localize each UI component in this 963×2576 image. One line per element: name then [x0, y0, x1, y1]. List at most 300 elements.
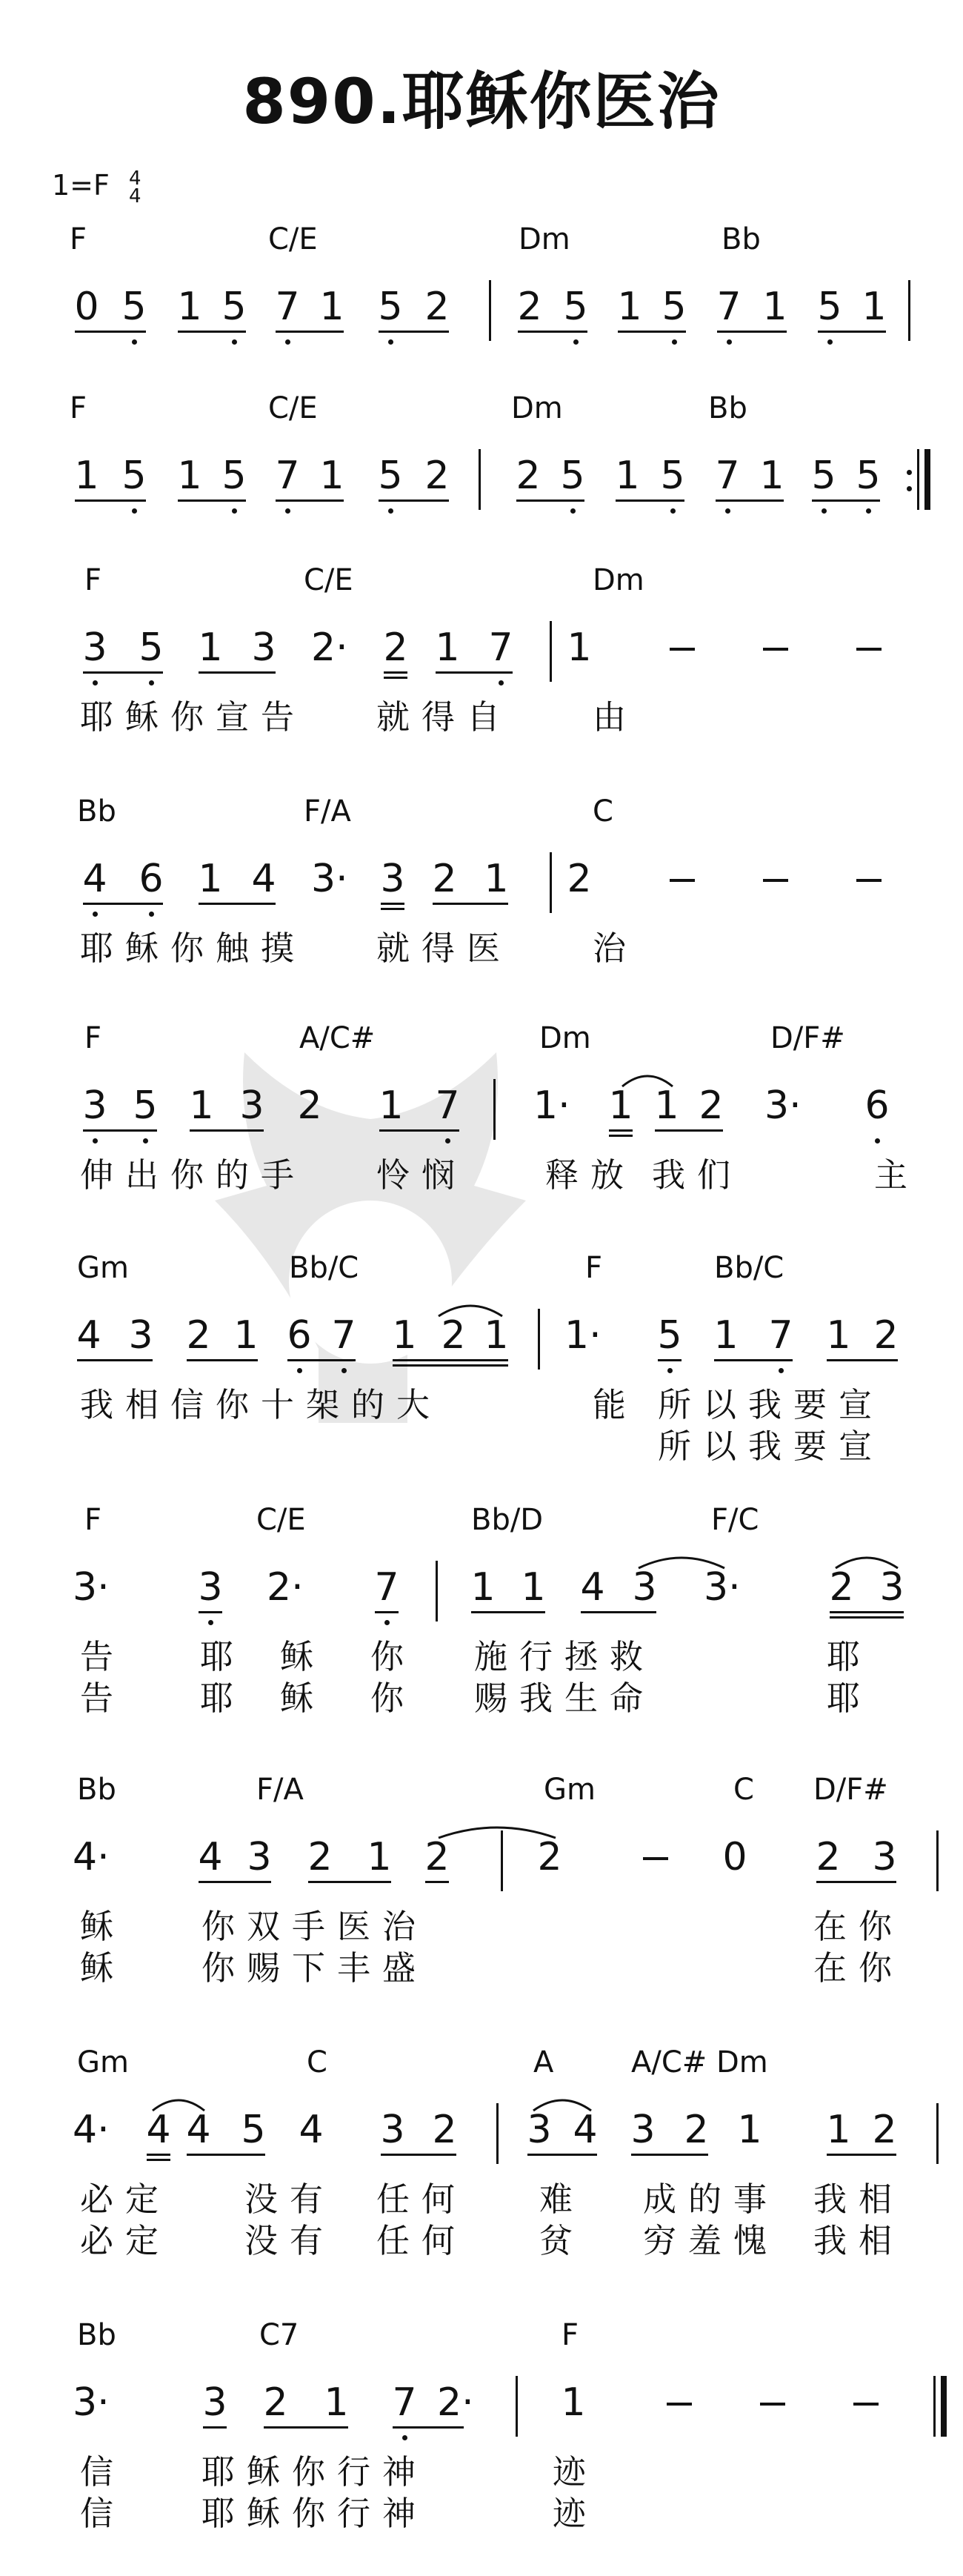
low-octave-dot	[822, 508, 827, 514]
low-octave-dot	[93, 1138, 98, 1143]
low-octave-dot	[132, 508, 137, 514]
bar-line	[479, 449, 481, 510]
note: 1	[713, 1313, 739, 1358]
bar-line	[496, 2103, 499, 2164]
note: 4	[580, 1565, 605, 1610]
beam-line	[812, 499, 880, 502]
note: 2	[307, 1835, 333, 1879]
low-octave-dot	[779, 1368, 784, 1373]
note: 3·	[73, 1565, 110, 1610]
note: 5	[817, 285, 842, 329]
note: 2	[816, 1835, 841, 1879]
note: 1	[567, 625, 592, 670]
note: 3	[251, 625, 276, 670]
note: 3	[239, 1083, 264, 1128]
beam-line	[178, 499, 246, 502]
note: 5	[378, 285, 403, 329]
note: 2	[441, 1313, 466, 1358]
beam-line	[714, 1359, 793, 1361]
chord-symbol: D/F#	[813, 1773, 888, 1807]
chord-symbol: Bb/C	[289, 1251, 359, 1285]
sustain-dash	[853, 2403, 879, 2406]
sustain-dash	[643, 1857, 668, 1860]
lyric-line-2: 所以我要宣	[658, 1427, 884, 1466]
note: 4·	[73, 1835, 110, 1879]
lyric-line-1: 我们	[652, 1155, 743, 1195]
low-octave-dot	[285, 508, 290, 514]
lyric-line-2: 信	[80, 2494, 126, 2533]
note: 2	[537, 1835, 562, 1879]
beam-line	[379, 499, 449, 502]
chord-symbol: C/E	[268, 222, 318, 256]
note: 1	[862, 285, 887, 329]
beam-line	[655, 1129, 723, 1132]
note: 1	[654, 1083, 679, 1128]
note: 1·	[533, 1083, 570, 1128]
key-label: 1=F	[52, 169, 110, 202]
beam-line	[381, 903, 404, 905]
chord-symbol: C7	[259, 2318, 299, 2352]
note: 2	[432, 2108, 457, 2152]
note: 1	[826, 2108, 851, 2152]
note: 2	[517, 285, 542, 329]
lyric-line-1: 怜悯	[376, 1155, 467, 1195]
beam-line	[187, 2154, 265, 2156]
tie-arc	[834, 1552, 899, 1570]
note: 3	[632, 1565, 657, 1610]
song-title: 890.耶稣你医治	[242, 65, 721, 138]
beam-line	[618, 331, 686, 333]
note: 1	[367, 1835, 392, 1879]
chord-symbol: C	[307, 2045, 327, 2079]
note: 1	[198, 625, 223, 670]
tie-arc	[437, 1822, 557, 1839]
beam-line	[75, 499, 146, 502]
low-octave-dot	[445, 1138, 450, 1143]
chord-symbol: Gm	[544, 1773, 596, 1807]
lyric-line-1: 告	[80, 1637, 126, 1676]
chord-symbol: Dm	[539, 1021, 591, 1055]
tie-arc	[637, 1552, 726, 1570]
note: 3	[82, 625, 107, 670]
sustain-dash	[760, 2403, 785, 2406]
lyric-line-1: 就得医	[376, 929, 513, 968]
note: 4	[186, 2108, 211, 2152]
note: 1	[435, 625, 460, 670]
note: 5	[221, 454, 247, 498]
note: 5	[133, 1083, 158, 1128]
chord-symbol: A/C#	[299, 1021, 376, 1055]
note: 6	[864, 1083, 890, 1128]
beam-line	[518, 331, 587, 333]
chord-symbol: Dm	[593, 563, 644, 597]
beam-line	[581, 1611, 656, 1613]
beam-line	[178, 331, 246, 333]
sustain-dash	[667, 2403, 692, 2406]
lyric-line-2: 稣	[80, 1948, 126, 1988]
time-signature	[128, 167, 141, 208]
bar-line	[501, 1830, 503, 1891]
low-octave-dot	[827, 339, 833, 345]
note: 3	[202, 2380, 227, 2425]
beam-line	[83, 1129, 157, 1132]
chord-symbol: Bb	[77, 2318, 116, 2352]
lyric-line-1: 耶稣你触摸	[80, 929, 307, 968]
lyric-line-1: 任何	[376, 2180, 467, 2219]
note: 2	[383, 625, 408, 670]
note: 2	[699, 1083, 724, 1128]
lyric-line-1: 治	[593, 929, 639, 968]
tie-arc	[151, 2094, 206, 2112]
sustain-dash	[856, 879, 882, 882]
note: 3	[872, 1835, 897, 1879]
note: 1	[759, 454, 784, 498]
low-octave-dot	[132, 339, 137, 345]
note: 2	[424, 285, 450, 329]
chord-symbol: Bb/D	[471, 1503, 544, 1537]
note: 1	[233, 1313, 259, 1358]
beam-line	[658, 1359, 682, 1361]
note: 1	[484, 1313, 509, 1358]
score-system	[0, 563, 963, 786]
chord-symbol: F	[585, 1251, 603, 1285]
repeat-dot	[907, 486, 912, 491]
lyric-line-2: 贫	[539, 2221, 585, 2260]
lyric-line-1: 由	[593, 697, 639, 737]
low-octave-dot	[208, 1620, 213, 1625]
note: 1	[470, 1565, 496, 1610]
lyric-line-1: 稣	[280, 1637, 326, 1676]
beam-line	[830, 1611, 904, 1613]
note: 5	[856, 454, 881, 498]
note: 3·	[764, 1083, 802, 1128]
beam-line	[433, 903, 508, 905]
lyric-line-2: 赐我生命	[474, 1679, 656, 1718]
low-octave-dot	[670, 508, 676, 514]
beam-line	[816, 1881, 896, 1883]
lyric-line-2: 耶稣你行神	[201, 2494, 428, 2533]
lyric-line-1: 成的事	[643, 2180, 779, 2219]
low-octave-dot	[573, 339, 579, 345]
chord-symbol: C	[593, 794, 613, 829]
lyric-line-2: 穷羞愧	[643, 2221, 779, 2260]
beam-line	[147, 2159, 170, 2161]
note: 1	[177, 454, 202, 498]
note: 3	[198, 1565, 223, 1610]
note: 1·	[564, 1313, 602, 1358]
lyric-line-2: 你	[370, 1679, 416, 1718]
lyric-line-2: 耶	[200, 1679, 246, 1718]
low-octave-dot	[384, 1620, 390, 1625]
low-octave-dot	[388, 508, 393, 514]
lyric-line-2: 必定	[80, 2221, 171, 2260]
note: 5	[660, 454, 685, 498]
note: 3	[247, 1835, 272, 1879]
note: 7	[275, 454, 300, 498]
note: 5	[241, 2108, 266, 2152]
note: 2	[873, 1313, 899, 1358]
lyric-line-2: 任何	[376, 2221, 467, 2260]
beam-line	[631, 2154, 708, 2156]
score-system	[0, 1503, 963, 1725]
chord-symbol: Bb	[77, 794, 116, 829]
chord-symbol: A/C# Dm	[631, 2045, 768, 2079]
lyric-line-2: 你赐下丰盛	[201, 1948, 428, 1988]
lyric-line-1: 稣	[80, 1907, 126, 1946]
chord-symbol: F	[70, 222, 87, 256]
beam-line	[187, 1359, 258, 1361]
score-system	[0, 2045, 963, 2268]
note: 3	[527, 2108, 552, 2152]
bar-line	[516, 2376, 518, 2437]
note: 4	[251, 857, 276, 901]
note: 5	[811, 454, 836, 498]
note: 1	[74, 454, 99, 498]
chord-symbol: D/F#	[770, 1021, 845, 1055]
beam-line	[379, 331, 449, 333]
note: 1	[608, 1083, 633, 1128]
note: 2	[424, 454, 450, 498]
chord-symbol: C/E	[304, 563, 353, 597]
note: 2·	[267, 1565, 304, 1610]
chord-symbol: F/C	[711, 1503, 759, 1537]
lyric-line-1: 你	[370, 1637, 416, 1676]
low-octave-dot	[667, 1368, 673, 1373]
note: 4	[146, 2108, 171, 2152]
note: 1	[392, 1313, 417, 1358]
beam-line	[827, 2154, 896, 2156]
bar-line	[538, 1309, 540, 1370]
chord-symbol: F	[70, 391, 87, 425]
chord-symbol: Bb	[77, 1773, 116, 1807]
note: 3·	[311, 857, 348, 901]
note: 7	[716, 285, 742, 329]
note: 1	[324, 2380, 349, 2425]
lyric-line-1: 难	[539, 2180, 585, 2219]
score-system	[0, 1773, 963, 1995]
beam-line	[384, 671, 407, 674]
beam-line	[147, 2154, 170, 2156]
low-octave-dot	[570, 508, 576, 514]
note: 5	[139, 625, 164, 670]
note: 5	[563, 285, 588, 329]
beam-line	[190, 1129, 264, 1132]
chord-symbol: A	[533, 2045, 554, 2079]
beam-line	[425, 1881, 449, 1883]
sustain-dash	[763, 648, 788, 651]
final-bar-thick	[941, 2376, 947, 2437]
beam-line	[75, 331, 146, 333]
note: 4	[573, 2108, 598, 2152]
lyric-line-1: 耶	[827, 1637, 873, 1676]
note: 5	[560, 454, 585, 498]
sustain-dash	[763, 879, 788, 882]
repeat-dot	[907, 470, 912, 475]
lyric-line-1: 施行拯救	[474, 1637, 656, 1676]
bar-line	[936, 2103, 939, 2164]
lyric-line-1: 能	[593, 1385, 639, 1424]
lyric-line-1: 主	[874, 1155, 920, 1195]
tie-arc	[437, 1300, 504, 1318]
note: 3	[630, 2108, 656, 2152]
beam-line	[471, 1611, 545, 1613]
note: 2	[263, 2380, 288, 2425]
chord-symbol: Dm	[511, 391, 563, 425]
score-system	[0, 794, 963, 1017]
note: 2·	[437, 2380, 474, 2425]
lyric-line-1: 没有	[244, 2180, 336, 2219]
beam-line	[393, 1364, 508, 1367]
beam-line	[527, 2154, 597, 2156]
note: 6	[287, 1313, 312, 1358]
lyric-line-2: 稣	[280, 1679, 326, 1718]
low-octave-dot	[875, 1138, 880, 1143]
note: 5	[121, 285, 147, 329]
note: 3	[128, 1313, 153, 1358]
note: 3·	[704, 1565, 741, 1610]
note: 1	[617, 285, 642, 329]
lyric-line-1: 信	[80, 2452, 126, 2492]
lyric-line-1: 伸出你的手	[80, 1155, 307, 1195]
note: 1	[561, 2380, 586, 2425]
chord-symbol: Bb	[722, 222, 761, 256]
beam-line	[827, 1359, 898, 1361]
note: 2	[684, 2108, 709, 2152]
chord-symbol: C/E	[268, 391, 318, 425]
note: 1	[319, 454, 344, 498]
low-octave-dot	[866, 508, 871, 514]
low-octave-dot	[297, 1368, 302, 1373]
beam-line	[276, 331, 344, 333]
note: 2	[297, 1083, 322, 1128]
note: 4	[76, 1313, 101, 1358]
beam-line	[276, 499, 344, 502]
low-octave-dot	[93, 680, 98, 686]
beam-line	[199, 671, 276, 674]
chord-symbol: Bb	[708, 391, 747, 425]
note: 1	[198, 857, 223, 901]
beam-line	[264, 2426, 348, 2429]
bar-line	[436, 1561, 438, 1621]
beam-line	[609, 1129, 633, 1132]
sustain-dash	[670, 879, 695, 882]
note: 2	[186, 1313, 211, 1358]
note: 2	[567, 857, 592, 901]
low-octave-dot	[672, 339, 677, 345]
chord-symbol: F/A	[256, 1773, 304, 1807]
beam-line	[77, 1359, 153, 1361]
bar-line	[493, 1079, 496, 1140]
note: 1	[177, 285, 202, 329]
low-octave-dot	[143, 1138, 148, 1143]
chord-symbol: F	[562, 2318, 579, 2352]
lyric-line-1: 所以我要宣	[658, 1385, 884, 1424]
lyric-line-1: 迹	[553, 2452, 599, 2492]
beam-line	[818, 331, 886, 333]
note: 1	[762, 285, 787, 329]
beam-line	[393, 1359, 508, 1361]
lyric-line-1: 我相信你十架的大	[80, 1385, 442, 1424]
chord-symbol: C	[733, 1773, 754, 1807]
note: 5	[121, 454, 147, 498]
note: 3·	[73, 2380, 110, 2425]
repeat-bar-thick	[924, 449, 930, 510]
beam-line	[436, 671, 513, 674]
repeat-bar-thin	[917, 449, 919, 510]
lyric-line-1: 就得自	[376, 697, 513, 737]
beam-line	[375, 1611, 399, 1613]
note: 4	[299, 2108, 324, 2152]
beam-line	[83, 671, 163, 674]
chord-symbol: Gm	[77, 1251, 129, 1285]
note: 7	[392, 2380, 417, 2425]
lyric-line-1: 必定	[80, 2180, 171, 2219]
lyric-line-2: 耶	[827, 1679, 873, 1718]
score-system	[0, 1021, 963, 1244]
chord-symbol: Bb/C	[714, 1251, 784, 1285]
note: 7	[768, 1313, 793, 1358]
lyric-line-1: 释放	[545, 1155, 636, 1195]
note: 3	[380, 2108, 405, 2152]
note: 2	[516, 454, 541, 498]
beam-line	[287, 1359, 356, 1361]
note: 7	[331, 1313, 356, 1358]
note: 6	[139, 857, 164, 901]
note: 5	[657, 1313, 682, 1358]
beam-line	[308, 1881, 391, 1883]
note: 7	[715, 454, 740, 498]
score-system	[0, 2318, 963, 2540]
note: 1	[615, 454, 640, 498]
low-octave-dot	[149, 680, 154, 686]
sustain-dash	[856, 648, 882, 651]
beam-line	[830, 1616, 904, 1619]
beam-line	[716, 499, 784, 502]
note: 1	[319, 285, 344, 329]
note: 5	[221, 285, 247, 329]
low-octave-dot	[93, 912, 98, 917]
time-top: 4	[128, 167, 141, 190]
tie-arc	[532, 2094, 593, 2112]
beam-line	[717, 331, 787, 333]
chord-symbol: Gm	[77, 2045, 129, 2079]
beam-line	[384, 677, 407, 679]
note: 3	[879, 1565, 904, 1610]
chord-symbol: F	[84, 563, 102, 597]
time-bottom: 4	[128, 185, 141, 208]
beam-line	[609, 1135, 633, 1137]
key-signature	[52, 167, 141, 208]
note: 3	[380, 857, 405, 901]
chord-symbol: Dm	[519, 222, 570, 256]
note: 5	[378, 454, 403, 498]
sustain-dash	[670, 648, 695, 651]
low-octave-dot	[727, 339, 732, 345]
low-octave-dot	[402, 2435, 407, 2440]
low-octave-dot	[725, 508, 730, 514]
beam-line	[83, 903, 163, 905]
lyric-line-2: 在你	[813, 1948, 904, 1988]
lyric-line-1: 耶	[200, 1637, 246, 1676]
note: 7	[435, 1083, 460, 1128]
beam-line	[379, 1129, 459, 1132]
lyric-line-1: 我相	[813, 2180, 904, 2219]
note: 4·	[73, 2108, 110, 2152]
note: 0	[722, 1835, 747, 1879]
note: 1	[521, 1565, 546, 1610]
chord-symbol: F	[84, 1021, 102, 1055]
note: 1	[826, 1313, 851, 1358]
